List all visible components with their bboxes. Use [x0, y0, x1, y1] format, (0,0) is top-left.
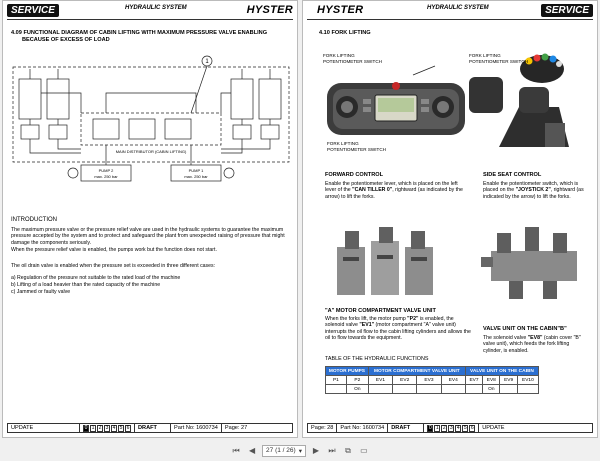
- footer-draft: DRAFT: [135, 424, 171, 432]
- cabin-valve-unit-image: [479, 225, 589, 301]
- hydraulic-diagram: [11, 53, 293, 193]
- previous-page-icon[interactable]: ◀: [248, 446, 256, 455]
- table-group-header: MOTOR COMPARTMENT VALVE UNIT: [368, 367, 465, 376]
- table-cell: [417, 385, 441, 394]
- pump2-label: PUMP 2: [98, 168, 114, 173]
- update-box: 2: [442, 424, 446, 431]
- motor-text-part: is enabled, the solenoid valve: [325, 316, 454, 329]
- page-number-field[interactable]: 27 (1 / 26): [266, 447, 296, 454]
- service-badge: SERVICE: [541, 4, 593, 17]
- intro-heading: INTRODUCTION: [11, 217, 57, 223]
- right-page: [302, 0, 598, 438]
- cabin-text-part: (cabin cover "B" valve unit), which feeds the fork lifting cylinder, is enabled.: [483, 335, 581, 354]
- viewer-toolbar: [0, 440, 600, 461]
- side-seat-text: [483, 181, 589, 200]
- table-cell: [368, 385, 392, 394]
- motor-text-part: (motor compartment "A" valve unit) interrupts the oil flow to the cabin lifting cylinders and allows the oil to flow towards the equipment.: [325, 322, 471, 342]
- fork-lifting-label-a: FORK LIFTING: [327, 141, 359, 146]
- footer-part-no: Part No: 1600734: [337, 424, 388, 432]
- update-box: 1: [435, 424, 439, 431]
- table-cell: On: [346, 385, 368, 394]
- page-footer: [307, 423, 593, 433]
- footer-update: UPDATE: [482, 425, 505, 431]
- table-cell: EV7: [465, 376, 482, 385]
- motor-text-bold: "EV1": [359, 322, 375, 329]
- table-cell: EV2: [393, 376, 417, 385]
- table-group-header: MOTOR PUMPS: [326, 367, 369, 376]
- case-b: b) Lifting of a load heavier than the rated capacity of the machine: [11, 282, 161, 288]
- pump1-label: PUMP 1: [188, 168, 204, 173]
- table-cell: On: [483, 385, 500, 394]
- first-page-icon[interactable]: ⏮: [232, 445, 240, 455]
- copy-icon[interactable]: ⧉: [345, 445, 351, 455]
- motor-text-part: When the forks lift, the motor pump: [325, 316, 408, 322]
- hydraulic-functions-table: [325, 366, 539, 394]
- table-group-header: VALVE UNIT ON THE CABIN: [465, 367, 538, 376]
- forward-control-title: FORWARD CONTROL: [325, 172, 384, 178]
- table-cell: EV9: [500, 376, 517, 385]
- pot-switch-label-a: POTENTIOMETER SWITCH: [327, 147, 386, 152]
- update-box: 4: [456, 424, 460, 431]
- pot-switch-label-4: POTENTIOMETER SWITCH: [469, 59, 528, 64]
- table-cell: [517, 385, 538, 394]
- callout-number: 1: [205, 59, 209, 65]
- cabin-valve-title: VALVE UNIT ON THE CABIN"B": [483, 326, 567, 332]
- page-header: [7, 4, 293, 17]
- table-header-row: [326, 367, 539, 376]
- section-title: 4.09 FUNCTIONAL DIAGRAM OF CABIN LIFTING WITH MAXIMUM PRESSURE VALVE ENABLING: [11, 30, 268, 36]
- table-title: TABLE OF THE HYDRAULIC FUNCTIONS: [325, 356, 429, 362]
- update-box: 3: [105, 424, 109, 431]
- forward-control-console-image: [325, 77, 467, 139]
- footer-draft: DRAFT: [388, 424, 424, 432]
- side-text-part: , rightward (as indicated by the arrow) to lift the forks.: [483, 187, 584, 200]
- update-box: 3: [449, 424, 453, 431]
- update-box: 4: [112, 424, 116, 431]
- table-cell: [500, 385, 517, 394]
- forward-text-part: Enable the potentiometer lever, which is placed on the left lever of the: [325, 181, 458, 194]
- update-box: 5: [463, 424, 467, 431]
- table-cell: EV3: [417, 376, 441, 385]
- side-text-bold: "JOYSTICK 2": [515, 187, 551, 194]
- brand-logo: HYSTER: [317, 4, 364, 16]
- brand-logo: HYSTER: [246, 4, 293, 16]
- pump1-value: max. 250 bar: [184, 174, 208, 179]
- table-cell: EV1: [368, 376, 392, 385]
- table-cell: P1: [326, 376, 347, 385]
- service-badge: SERVICE: [7, 4, 59, 17]
- header-divider: [7, 19, 293, 20]
- update-box: 6: [126, 424, 130, 431]
- page-footer: [7, 423, 293, 433]
- footer-page: Page: 28: [308, 424, 337, 432]
- case-a: a) Regulation of the pressure not suitable to the rated load of the machine: [11, 275, 181, 281]
- side-seat-title: SIDE SEAT CONTROL: [483, 172, 542, 178]
- page-selector[interactable]: [262, 445, 306, 457]
- next-page-icon[interactable]: ▶: [312, 446, 320, 455]
- case-c: c) Jammed or faulty valve: [11, 289, 71, 295]
- section-title-2: BECAUSE OF EXCESS OF LOAD: [22, 37, 110, 43]
- forward-control-text: [325, 181, 463, 200]
- footer-update-boxes: [424, 424, 479, 432]
- table-cell: EV10: [517, 376, 538, 385]
- update-box: 1: [91, 424, 95, 431]
- pump2-value: max. 250 bar: [94, 174, 118, 179]
- footer-page: Page: 27: [224, 425, 248, 431]
- header-divider: [307, 19, 593, 20]
- left-page: [2, 0, 298, 438]
- table-cell: [326, 385, 347, 394]
- section-title: 4.10 FORK LIFTING: [319, 30, 371, 36]
- motor-text-bold: "P2": [407, 316, 419, 322]
- page-header: [307, 4, 593, 17]
- motor-valve-text: [325, 316, 473, 342]
- system-label: HYDRAULIC SYSTEM: [125, 5, 187, 11]
- arrow-icon: [411, 63, 441, 77]
- last-page-icon[interactable]: ⏭: [328, 445, 336, 455]
- motor-valve-title: "A" MOTOR COMPARTMENT VALVE UNIT: [325, 308, 436, 314]
- table-cell: [465, 385, 482, 394]
- forward-text-bold: "CAN TILLER 0": [352, 187, 393, 194]
- cabin-valve-text: [483, 335, 589, 354]
- footer-part-no: Part No: 1600734: [171, 424, 222, 432]
- footer-update-boxes: [80, 424, 135, 432]
- system-label: HYDRAULIC SYSTEM: [427, 5, 489, 11]
- update-box: 0: [84, 424, 88, 431]
- table-cell: [441, 385, 465, 394]
- table-row: [326, 385, 539, 394]
- intro-paragraph-3: The oil drain valve is enabled when the pressure set is exceeded in three different cases:: [11, 263, 216, 269]
- update-box: 6: [470, 424, 474, 431]
- chevron-down-icon: ▾: [298, 447, 302, 455]
- pot-switch-label-3: FORK LIFTING: [469, 53, 501, 58]
- table-row: [326, 376, 539, 385]
- update-box: 0: [428, 424, 432, 431]
- pot-switch-label-1: FORK LIFTING: [323, 53, 355, 58]
- forward-text-part: , rightward (as indicated by the arrow) to lift the forks.: [325, 187, 463, 200]
- table-cell: [393, 385, 417, 394]
- table-cell: EV4: [441, 376, 465, 385]
- cabin-text-part: The solenoid valve: [483, 335, 528, 341]
- footer-update: UPDATE: [8, 424, 80, 432]
- table-cell: P2: [346, 376, 368, 385]
- pot-switch-label-2: POTENTIOMETER SWITCH: [323, 59, 382, 64]
- update-box: 2: [98, 424, 102, 431]
- update-box: 5: [119, 424, 123, 431]
- table-cell: EV8: [483, 376, 500, 385]
- intro-paragraph-2: When the pressure relief valve is enabled, the pumps work but the function does not start.: [11, 247, 217, 253]
- save-icon[interactable]: ▭: [360, 446, 368, 455]
- intro-paragraph-1: The maximum pressure valve or the pressure relief valve are used in the hydraulic systems to guarantee the maximum pressure accepted by the system and to protect and safeguard the plant from unexpected raising of pressure that might damage the components seriously.: [11, 227, 285, 246]
- cabin-text-bold: "EV8": [527, 335, 543, 341]
- distributor-label: MAIN DISTRIBUTOR (CABIN LIFTING): [115, 149, 187, 154]
- side-text-part: Enable the potentiometer switch, which is placed on the: [483, 181, 579, 194]
- motor-valve-unit-image: [331, 227, 441, 299]
